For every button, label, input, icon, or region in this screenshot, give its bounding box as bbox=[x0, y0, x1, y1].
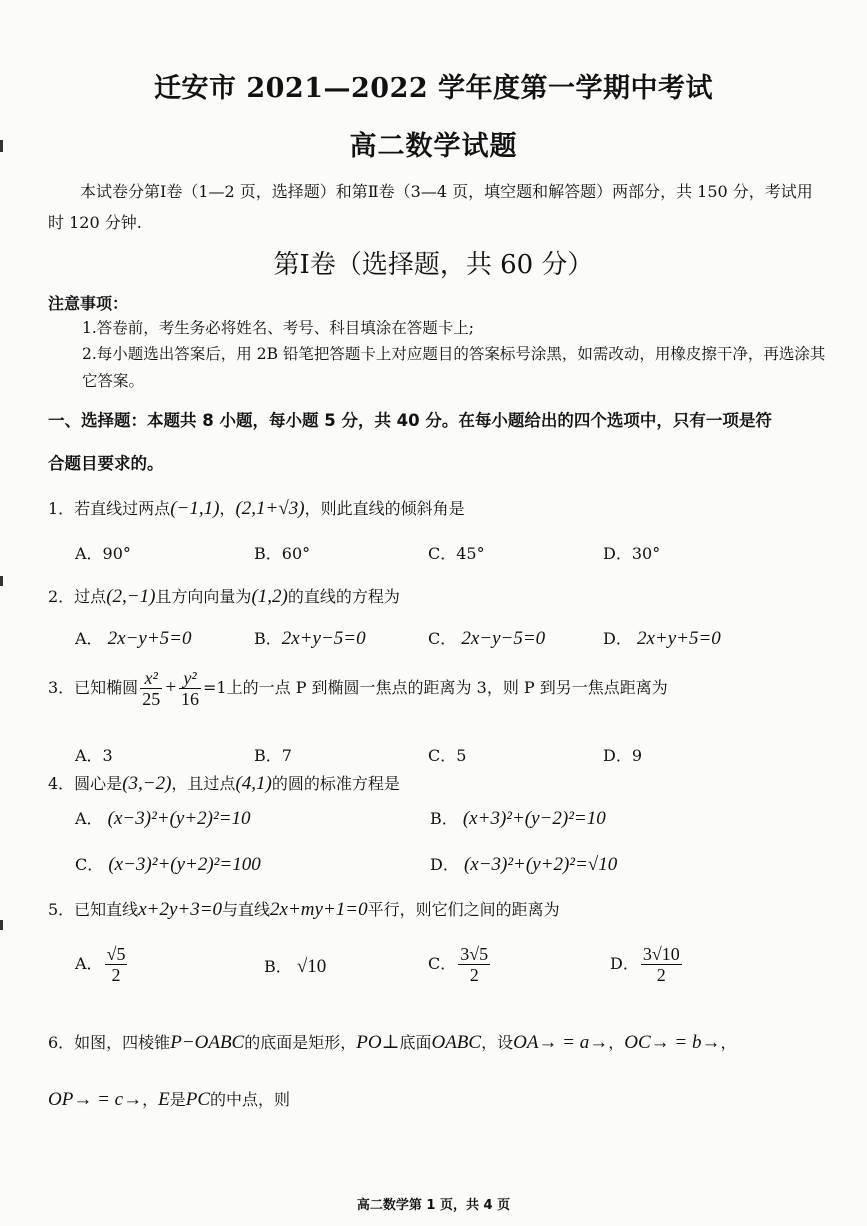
q4-stem-post: 的圆的标准方程是 bbox=[271, 774, 400, 793]
question-3: 3．已知椭圆 $\frac{\text{x²}}{25}$ + $\frac{\text{y²}}{16}$ =1上的一点 P 到椭圆一焦点的距离为 3，则 P 到另一焦点距离为 bbox=[48, 668, 668, 709]
question-6-line-1: 6．如图，四棱锥P−OABC的底面是矩形，PO⊥底面OABC，设OA→ = a→，OC→ = b→， bbox=[48, 1032, 737, 1053]
q2-vector: (1,2) bbox=[251, 586, 288, 607]
q4-option-a: A． (x−3)²+(y+2)²=10 bbox=[75, 808, 251, 829]
scan-edge-mark bbox=[0, 920, 3, 930]
q3-option-d: D．9 bbox=[603, 746, 643, 765]
q2-stem-mid: 且方向向量为 bbox=[155, 587, 252, 606]
question-2 bbox=[48, 584, 400, 608]
q2-stem-post: 的直线的方程为 bbox=[287, 587, 400, 606]
q1-option-c: C．45° bbox=[428, 544, 485, 563]
q3-fraction-x: $\frac{\text{x²}}{25}$ bbox=[142, 668, 161, 709]
q2-option-c: C． 2x−y−5=0 bbox=[428, 628, 546, 649]
section-title: 第Ⅰ卷（选择题，共 60 分） bbox=[273, 250, 594, 280]
question-5 bbox=[48, 897, 560, 921]
q2-stem-pre: 2．过点 bbox=[48, 587, 107, 606]
q1-option-d: D．30° bbox=[603, 544, 661, 563]
q4-option-d: D． (x−3)²+(y+2)²=√10 bbox=[430, 854, 618, 875]
exam-subtitle: 高二数学试题 bbox=[349, 131, 518, 162]
page-footer: 高二数学第 1 页，共 4 页 bbox=[356, 1198, 511, 1213]
q4-option-b: B． (x+3)²+(y−2)²=10 bbox=[430, 808, 606, 829]
q5-line-2: 2x+my+1=0 bbox=[270, 899, 368, 920]
q5-stem-mid: 与直线 bbox=[222, 900, 271, 919]
question-1 bbox=[48, 496, 465, 520]
scan-edge-mark bbox=[0, 576, 3, 586]
q5-line-1: x+2y+3=0 bbox=[138, 899, 223, 920]
q2-option-d: D． 2x+y+5=0 bbox=[603, 628, 721, 649]
q3-option-a: A．3 bbox=[75, 746, 113, 765]
q4-stem-mid: ，且过点 bbox=[171, 774, 236, 793]
question-4 bbox=[48, 771, 400, 795]
notice-item-1: 1.答卷前，考生务必将姓名、考号、科目填涂在答题卡上; bbox=[82, 319, 475, 337]
q3-option-c: C．5 bbox=[428, 746, 467, 765]
q2-point: (2,−1) bbox=[106, 586, 156, 607]
q2-option-a: A． 2x−y+5=0 bbox=[75, 628, 192, 649]
q3-option-b: B．7 bbox=[254, 746, 292, 765]
q5-option-b: B． √10 bbox=[264, 956, 327, 977]
notice-item-2: 2.每小题选出答案后，用 2B 铅笔把答题卡上对应题目的答案标号涂黑，如需改动，用橡皮擦干净，再选涂其它答案。 bbox=[82, 345, 826, 390]
q1-stem-post: ，则此直线的倾斜角是 bbox=[304, 499, 465, 518]
q5-stem-pre: 5．已知直线 bbox=[48, 900, 139, 919]
q4-center: (3,−2) bbox=[122, 773, 172, 794]
q2-option-b: B．2x+y−5=0 bbox=[254, 628, 366, 649]
q1-point-2: (2,1+√3) bbox=[235, 498, 305, 519]
notice-title: 注意事项： bbox=[48, 294, 129, 313]
q4-stem-pre: 4．圆心是 bbox=[48, 774, 123, 793]
q5-option-d: D． $\frac{3√10}{2}$ bbox=[610, 944, 680, 985]
q5-option-c: C． $\frac{3√5}{2}$ bbox=[428, 944, 489, 985]
exam-title: 迁安市 2021—2022 学年度第一学期中考试 bbox=[153, 73, 714, 104]
q1-option-a: A．90° bbox=[75, 544, 131, 563]
q3-fraction-y: $\frac{\text{y²}}{16}$ bbox=[181, 668, 200, 709]
q4-option-c: C． (x−3)²+(y+2)²=100 bbox=[75, 854, 261, 875]
q3-stem-post: 上的一点 P 到椭圆一焦点的距离为 3，则 P 到另一焦点距离为 bbox=[226, 678, 668, 697]
q1-stem-pre: 1．若直线过两点 bbox=[48, 499, 171, 518]
q5-stem-post: 平行，则它们之间的距离为 bbox=[367, 900, 560, 919]
q1-point-1: (−1,1) bbox=[170, 498, 220, 519]
part1-heading-line1: 一、选择题：本题共 8 小题，每小题 5 分，共 40 分。在每小题给出的四个选项中，只有一项是符 bbox=[48, 411, 772, 430]
q5-option-a: A． $\frac{√5}{2}$ bbox=[75, 944, 126, 985]
q1-option-b: B．60° bbox=[254, 544, 311, 563]
intro-paragraph: 本试卷分第Ⅰ卷（1—2 页，选择题）和第Ⅱ卷（3—4 页，填空题和解答题）两部分，共 150 分，考试用时 120 分钟. bbox=[48, 182, 813, 232]
question-6-line-2: OP→ = c→，E是PC的中点，则 bbox=[48, 1089, 291, 1110]
q1-comma: ， bbox=[219, 499, 236, 518]
q4-point: (4,1) bbox=[235, 773, 272, 794]
q3-stem-pre: 3．已知椭圆 bbox=[48, 678, 139, 697]
part1-heading-line2: 合题目要求的。 bbox=[48, 454, 164, 473]
